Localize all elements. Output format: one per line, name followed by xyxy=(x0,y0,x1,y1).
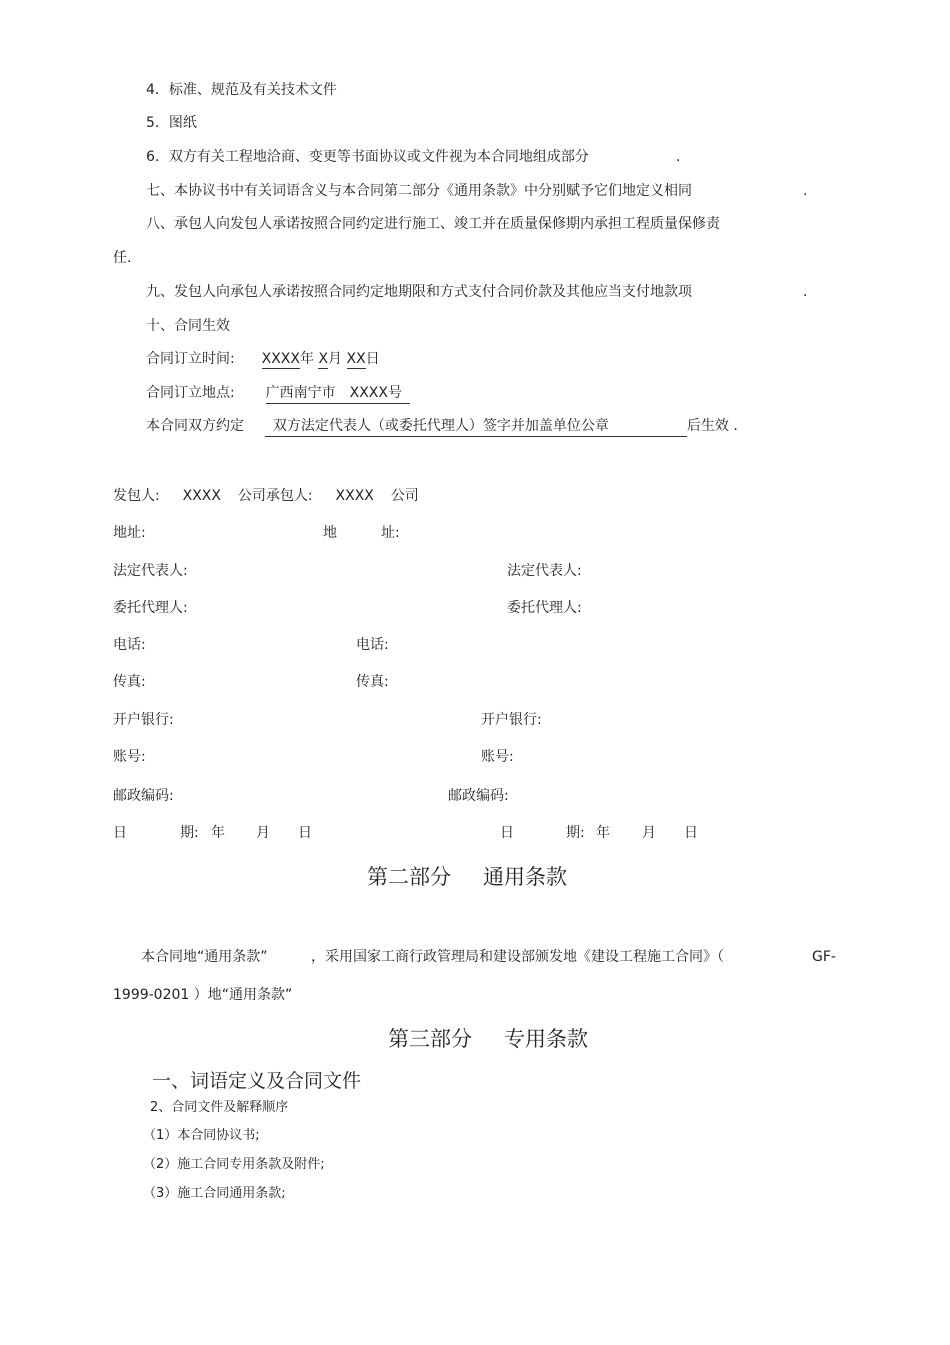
item-4: 4．标准、规范及有关技术文件 xyxy=(146,82,337,98)
signing-agree-row xyxy=(146,417,738,437)
part2-heading xyxy=(367,861,567,891)
address-right-a: 地 xyxy=(323,525,337,541)
address-left: 地址: xyxy=(113,525,146,541)
signing-agree-label: 本合同双方约定 xyxy=(146,418,244,434)
part3-sub-2: 2、合同文件及解释顺序 xyxy=(150,1100,289,1115)
tel-right: 电话: xyxy=(356,637,389,653)
part3-heading xyxy=(388,1023,588,1053)
employer-label: 发包人: xyxy=(113,488,160,504)
employer-name: XXXX xyxy=(182,488,221,504)
parties-header-row xyxy=(113,487,419,505)
signing-agree-value: 双方法定代表人（或委托代理人）签字并加盖单位公章 xyxy=(265,417,687,437)
date-right-ri: 日 xyxy=(500,825,514,841)
date-left-month: 月 xyxy=(256,825,270,841)
bank-left: 开户银行: xyxy=(113,712,174,728)
contractor-label: 承包人: xyxy=(265,488,313,504)
account-left: 账号: xyxy=(113,749,146,765)
part3-list-3: （3）施工合同通用条款; xyxy=(143,1186,286,1201)
signing-month-value: X xyxy=(318,351,329,367)
signing-agree-end: 后生效 . xyxy=(686,418,738,434)
part2-title-b: 通用条款 xyxy=(483,865,567,889)
signing-day-unit: 日 xyxy=(365,351,380,367)
item-5: 5．图纸 xyxy=(146,115,197,131)
part3-list-2: （2）施工合同专用条款及附件; xyxy=(143,1157,325,1172)
item-6-period: . xyxy=(676,149,681,165)
agent-left: 委托代理人: xyxy=(113,600,188,616)
date-left-ri: 日 xyxy=(113,825,127,841)
legal-rep-right: 法定代表人: xyxy=(507,563,582,579)
part2-para-b: ，采用国家工商行政管理局和建设部颁发地《建设工程施工合同》（ xyxy=(311,949,724,965)
signing-time-row xyxy=(146,350,380,368)
fax-right: 传真: xyxy=(356,674,389,690)
postcode-right: 邮政编码: xyxy=(448,788,509,804)
date-right-day: 日 xyxy=(684,825,698,841)
clause-8-line1: 八、承包人向发包人承诺按照合同约定进行施工、竣工并在质量保修期内承担工程质量保修责 xyxy=(146,216,720,232)
part3-section-1: 一、词语定义及合同文件 xyxy=(152,1070,362,1092)
item-6: 6．双方有关工程地洽商、变更等书面协议或文件视为本合同地组成部分 xyxy=(146,149,589,165)
clause-8-line2: 任. xyxy=(113,250,132,266)
address-right-b: 址: xyxy=(381,525,400,541)
date-left-qi: 期: xyxy=(180,825,199,841)
signing-year-unit: 年 xyxy=(300,351,314,367)
part3-list-1: （1）本合同协议书; xyxy=(143,1128,260,1143)
part2-title-a: 第二部分 xyxy=(367,865,451,889)
part2-para-a: 本合同地“通用条款” xyxy=(141,949,268,965)
contractor-name: XXXX xyxy=(335,488,374,504)
signing-place-value: 广西南宁市 XXXX号 xyxy=(266,384,410,404)
part3-title-b: 专用条款 xyxy=(504,1027,588,1051)
bank-right: 开户银行: xyxy=(481,712,542,728)
signing-time-label: 合同订立时间: xyxy=(146,351,235,367)
clause-7: 七、本协议书中有关词语含义与本合同第二部分《通用条款》中分别赋予它们地定义相同 xyxy=(146,183,692,199)
signing-place-row xyxy=(146,384,410,404)
signing-month-unit: 月 xyxy=(328,351,343,367)
part3-title-a: 第三部分 xyxy=(388,1027,472,1051)
clause-9-period: . xyxy=(803,284,808,300)
employer-company: 公司 xyxy=(237,488,266,504)
fax-left: 传真: xyxy=(113,674,146,690)
signing-year-value: XXXX xyxy=(261,351,300,367)
account-right: 账号: xyxy=(481,749,514,765)
date-right-year: 年 xyxy=(596,825,610,841)
tel-left: 电话: xyxy=(113,637,146,653)
clause-10: 十、合同生效 xyxy=(146,318,230,334)
clause-9: 九、发包人向承包人承诺按照合同约定地期限和方式支付合同价款及其他应当支付地款项 xyxy=(146,284,692,300)
postcode-left: 邮政编码: xyxy=(113,788,174,804)
date-left-year: 年 xyxy=(211,825,225,841)
part2-para-line2: 1999-0201 ）地“通用条款” xyxy=(113,987,293,1003)
date-right-month: 月 xyxy=(642,825,656,841)
date-left-day: 日 xyxy=(298,825,312,841)
contractor-company: 公司 xyxy=(390,488,419,504)
agent-right: 委托代理人: xyxy=(507,600,582,616)
part2-para-c: GF- xyxy=(812,949,836,965)
legal-rep-left: 法定代表人: xyxy=(113,563,188,579)
signing-place-label: 合同订立地点: xyxy=(146,385,235,401)
clause-7-period: . xyxy=(803,183,808,199)
date-right-qi: 期: xyxy=(566,825,585,841)
signing-day-value: XX xyxy=(346,351,366,367)
